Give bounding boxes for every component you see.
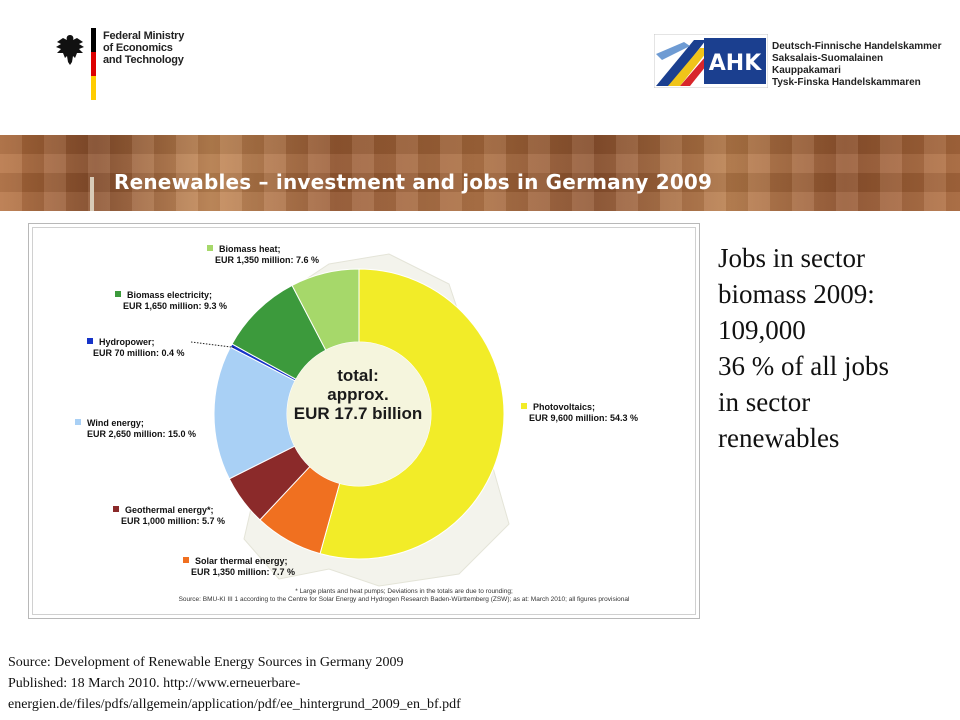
jobs-line: biomass 2009: [718,279,875,309]
label-hydropower [87,337,185,359]
slice-value: EUR 70 million: 0.4 % [93,348,185,358]
chamber-name-line: Deutsch-Finnische Handelskammer [772,41,942,52]
legend-swatch-geothermal-energy [113,506,119,512]
legend-swatch-biomass-heat [207,245,213,251]
jobs-summary [718,240,958,456]
slice-name: Solar thermal energy; [195,556,288,566]
federal-eagle-icon [55,32,85,68]
slice-value: EUR 1,350 million: 7.6 % [215,255,320,265]
ahk-logo [654,34,954,90]
legend-swatch-solar-thermal-energy [183,557,189,563]
slide-title: Renewables – investment and jobs in Germany 2009 [114,170,713,194]
leader-lines [191,342,235,347]
slice-value: EUR 1,650 million: 9.3 % [123,301,228,311]
label-wind-energy [75,418,196,440]
slice-name: Biomass electricity; [127,290,213,300]
slice-value: EUR 1,350 million: 7.7 % [191,567,296,577]
legend-swatch-photovoltaics [521,403,527,409]
center-label-line: approx. [327,385,389,404]
chart-frame [28,223,700,619]
ahk-mark-text: AHK [708,51,762,76]
ministry-name-line: and Technology [103,54,184,66]
slice-value: EUR 9,600 million: 54.3 % [529,413,639,423]
slice-name: Geothermal energy*; [125,505,214,515]
ministry-name [103,30,184,66]
source-line: Published: 18 March 2010. http://www.erneuerbare- [8,676,301,691]
ahk-mark-icon [654,34,768,88]
ministry-name-line: of Economics [103,42,173,54]
chamber-name-line: Saksalais-Suomalainen Kauppakamari [772,53,884,76]
center-label-line: total: [337,366,379,385]
center-label-line: EUR 17.7 billion [293,404,423,423]
label-solar-thermal-energy [183,556,295,578]
flag-stripe-black [91,28,96,52]
ministry-name-line: Federal Ministry [103,30,185,42]
legend-swatch-wind-energy [75,419,81,425]
flag-stripe-red [91,52,96,76]
source-line: energien.de/files/pdfs/allgemein/application/pdf/ee_hintergrund_2009_en_bf.pdf [8,697,461,712]
slice-name: Photovoltaics; [533,402,596,412]
footnote-line: Source: BMU-KI III 1 according to the Centre for Solar Energy and Hydrogen Research Baden-Württemberg (ZSW); as at: March 2010; all figures provisional [178,596,630,603]
title-band [0,135,960,211]
donut-center-label [283,366,433,423]
jobs-line: 36 % of all jobs [718,351,889,381]
german-flag-stripe [91,28,96,100]
jobs-line: in sector [718,387,811,417]
legend-swatch-hydropower [87,338,93,344]
label-geothermal-energy [113,505,225,527]
jobs-line: 109,000 [718,315,806,345]
slice-name: Biomass heat; [219,244,281,254]
jobs-line: Jobs in sector [718,243,865,273]
legend-swatch-biomass-electricity [115,291,121,297]
slice-name: Hydropower; [99,337,155,347]
title-accent-bar [90,177,94,211]
label-biomass-heat [207,244,319,266]
chart-footnote [109,588,699,604]
label-photovoltaics [521,402,638,424]
chamber-names [772,41,954,89]
label-biomass-electricity [115,290,227,312]
source-citation [8,652,948,715]
ministry-logo [55,28,215,100]
jobs-line: renewables [718,423,840,453]
leader-line-hydropower [191,342,235,347]
chamber-name-line: Tysk-Finska Handelskammaren [772,77,921,88]
footnote-line: * Large plants and heat pumps; Deviations in the totals are due to rounding; [295,588,513,595]
flag-stripe-gold [91,76,96,100]
slice-value: EUR 1,000 million: 5.7 % [121,516,226,526]
source-line: Source: Development of Renewable Energy Sources in Germany 2009 [8,655,404,670]
slice-value: EUR 2,650 million: 15.0 % [87,429,197,439]
slice-name: Wind energy; [87,418,144,428]
